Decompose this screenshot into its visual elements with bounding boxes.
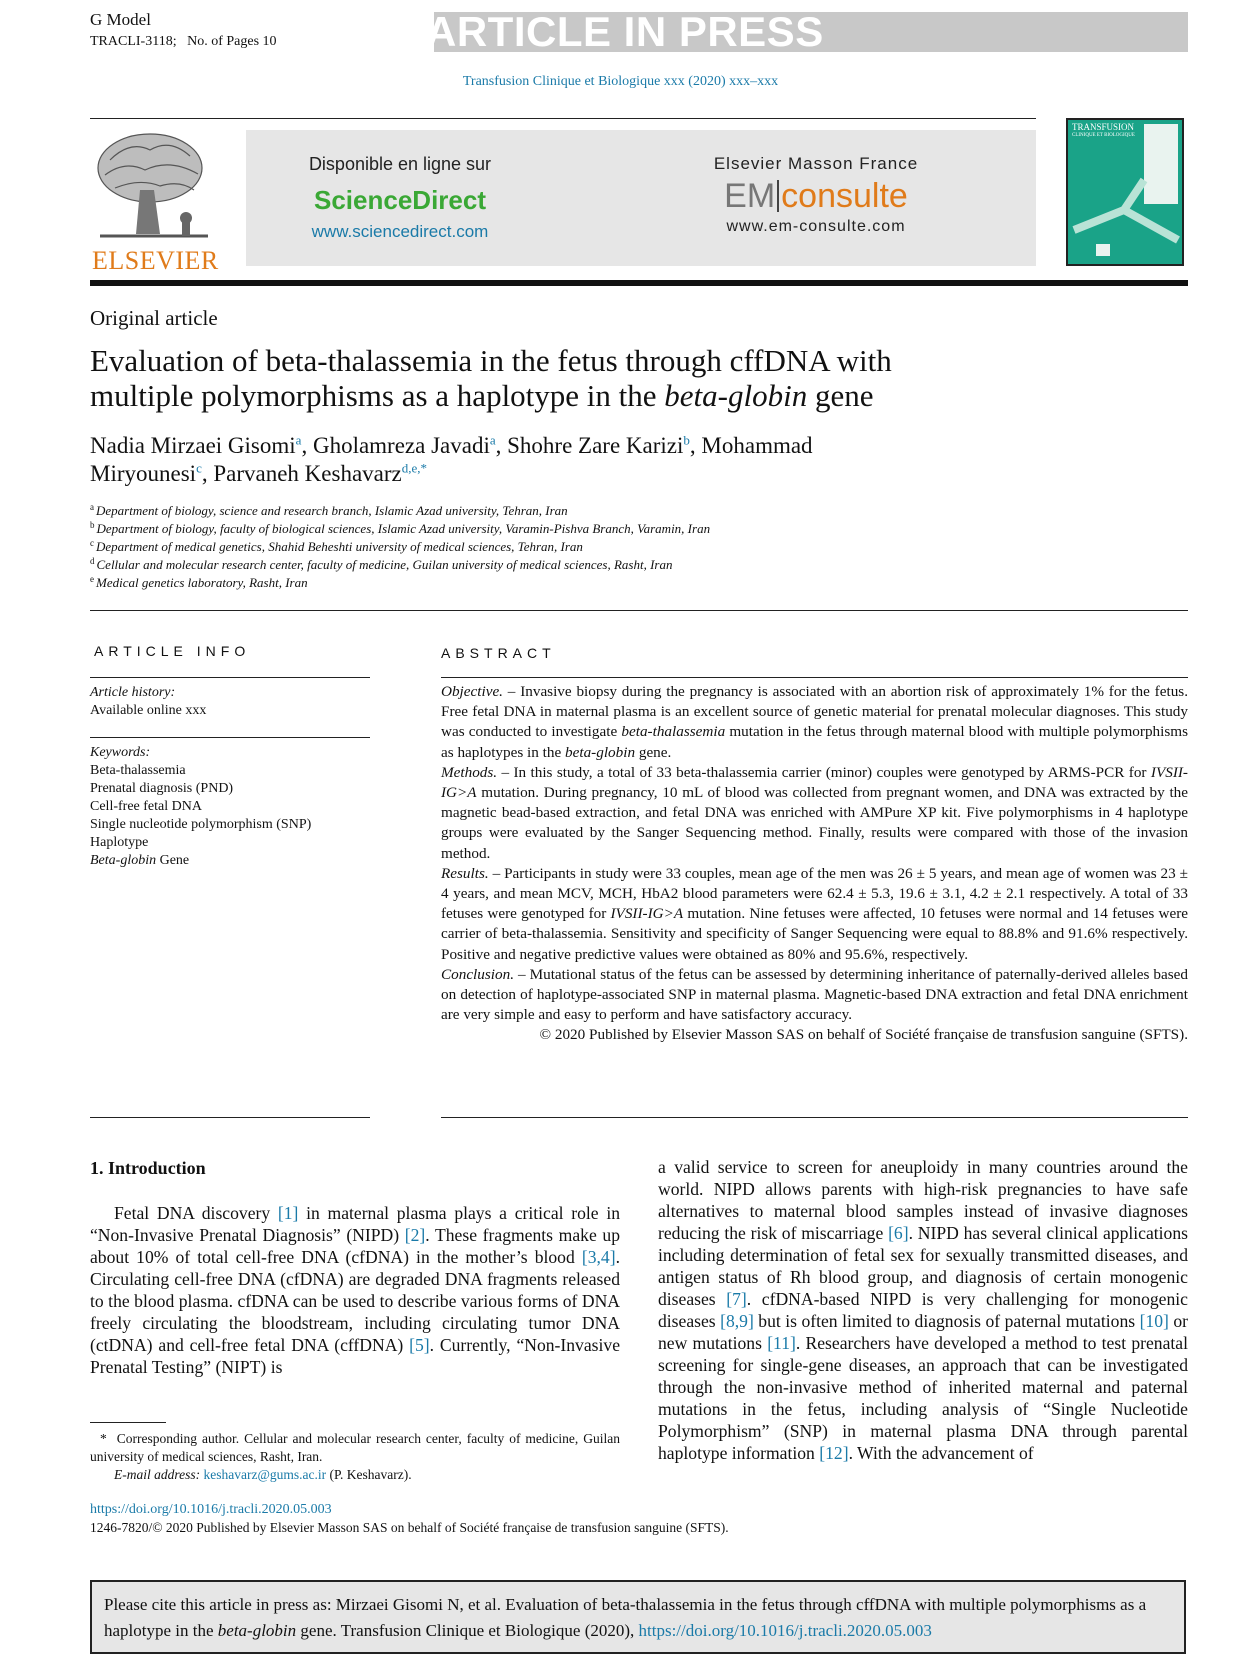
journal-cover-thumbnail[interactable] [1066, 118, 1184, 266]
article-title [90, 343, 1090, 413]
article-history [90, 684, 370, 720]
results-text: – Participants in study were 33 couples, mean age of the men was 26 ± 5 years, and mean age of women was 23 ± 4 years, and mean MCV, MCH, HbA2 blood parameters were 62.4 ± 5.3, 19.6 ± 3.1, 4.2 ± 2.1 respectively. A total of 33 fetuses were genotyped for [441, 864, 1188, 923]
methods-text: – In this study, a total of 33 beta-thalassemia carrier (minor) couples were genotyped by ARMS-PCR for [497, 763, 1151, 781]
history-label: Article history: [90, 685, 176, 700]
em-consulte-url[interactable]: www.em-consulte.com [726, 218, 906, 235]
results-text-2: mutation. Nine fetuses were affected, 10 fetuses were normal and 14 fetuses were carrier of beta-thalassemia. Sensitivity and specificity of Sanger Sequencing were equal to 88.8% and 91.6% respectively. Positive and negative predictive values were obtained as 80% and 95.6%, respectively. [441, 905, 1188, 963]
body-text: . Circulating cell-free DNA (cfDNA) are degraded DNA fragments released to the blood plasma. cfDNA can be used to describe various forms of DNA freely circulating the bloodstream, including circulating tumor DNA (ctDNA) and cell-free fetal DNA (cffDNA) [90, 1247, 620, 1355]
body-text: a valid service to screen for aneuploidy in many countries around the world. NIPD allows parents with high-risk pregnancies to have safe alternatives to maternal blood samples instead of invasive diagnoses reducing the risk of miscarriage [658, 1157, 1188, 1243]
intro-paragraph-continued [658, 1156, 1188, 1464]
reference-link[interactable]: [1] [277, 1203, 299, 1223]
reference-link[interactable]: [6] [888, 1223, 909, 1243]
article-in-press-text: ARTICLE IN PRESS [426, 8, 824, 55]
title-line-1: Evaluation of beta-thalassemia in the fetus through cffDNA with [90, 343, 892, 378]
intro-paragraph-1 [90, 1202, 620, 1378]
publisher-name: Elsevier Masson France [713, 154, 919, 173]
reference-link[interactable]: [12] [819, 1443, 849, 1463]
keywords-block [90, 744, 370, 870]
objective-text: – Invasive biopsy during the pregnancy is associated with an abortion risk of approximately 1% for the fetus. Free fetal DNA in maternal plasma is an excellent source of genetic material for prenatal molecular diagnoses. This study was conducted to investigate [441, 683, 1188, 741]
elsevier-wordmark: ELSEVIER [92, 246, 219, 275]
body-text: in maternal plasma plays a critical role in “Non-Invasive Prenatal Diagnosis” (NIPD) [90, 1203, 620, 1245]
affiliation-key: c [90, 537, 94, 548]
section-heading-introduction: 1. Introduction [90, 1158, 206, 1178]
affiliation-key: d [90, 555, 95, 566]
cover-title-line-2: CLINIQUE ET BIOLOGIQUE [1072, 133, 1135, 138]
reference-link[interactable]: [10] [1139, 1311, 1169, 1331]
affiliation-item [90, 520, 990, 538]
corresponding-text: Corresponding author. Cellular and molecular research center, faculty of medicine, Guilan university of medical sciences, Rasht, Iran. [90, 1431, 621, 1464]
keyword-gene-suffix: Gene [156, 853, 190, 868]
objective-term: beta-thalassemia [621, 723, 726, 741]
online-availability-banner [246, 130, 1036, 266]
cite-doi-link[interactable]: https://doi.org/10.1016/j.tracli.2020.05.003 [638, 1621, 932, 1640]
title-line-2 [90, 378, 1090, 413]
author-separator: , [301, 433, 313, 458]
body-text: . Currently, “Non-Invasive Prenatal Testing” (NIPT) is [90, 1335, 621, 1377]
sciencedirect-logo: ScienceDirect [314, 185, 486, 215]
available-online-label: Disponible en ligne sur [308, 154, 492, 174]
title-line-2-end: gene [807, 378, 874, 413]
title-line-2-text: multiple polymorphisms as a haplotype in the [90, 378, 665, 413]
methods-mutation: IVSII-IG>A [441, 763, 1188, 802]
g-model-label: G Model [90, 10, 151, 29]
affiliation-text: Cellular and molecular research center, faculty of medicine, Guilan university of medical sciences, Rasht, Iran [96, 557, 673, 572]
reference-link[interactable]: [8,9] [720, 1311, 754, 1331]
abstract-rule [441, 677, 1188, 678]
results-mutation: IVSII-IG>A [610, 905, 684, 923]
email-owner: (P. Keshavarz). [326, 1467, 412, 1482]
abstract-objective [441, 682, 1188, 763]
page-count: No. of Pages 10 [187, 34, 277, 49]
sciencedirect-block [250, 154, 550, 242]
abstract-heading: ABSTRACT [441, 645, 556, 661]
intro-left-column [90, 1202, 620, 1378]
affiliation-key: b [90, 519, 95, 530]
article-type: Original article [90, 306, 218, 330]
affiliation-item [90, 574, 990, 592]
objective-gene: beta-globin [565, 743, 636, 761]
author-separator: , [495, 433, 508, 458]
keyword-item [90, 852, 370, 870]
reference-link[interactable]: [2] [404, 1225, 426, 1245]
cite-prefix: Please cite this article in press as: Mirzaei Gisomi N, et al. Evaluation of beta-thalassemia in the fetus through cffDNA with multiple polymorphisms as a haplotype in the [104, 1595, 1147, 1640]
keywords-label: Keywords: [90, 745, 151, 760]
affiliation-key: e [90, 573, 94, 584]
affiliation-item [90, 538, 990, 556]
reference-link[interactable]: [7] [726, 1289, 747, 1309]
objective-label: Objective. [441, 683, 503, 700]
author-separator: , [201, 461, 214, 486]
body-text: . These fragments make up about 10% of total cell-free DNA (cfDNA) in the mother’s blood [90, 1225, 620, 1267]
conclusion-text: – Mutational status of the fetus can be assessed by determining inheritance of paternally-derived alleles based on detection of haplotype-associated SNP in maternal plasma. Magnetic-based DNA extraction and fetal DNA enrichment are very simple and easy to perform and have satisfactory accuracy. [441, 965, 1188, 1024]
author-line-1 [90, 432, 1090, 460]
methods-text-2: mutation. During pregnancy, 10 mL of blood was collected from pregnant women, and DNA was extracted by the magnetic bead-based extraction, and fetal DNA was enriched with AMPure XP kit. Five polymorphisms in 4 haplotype groups were evaluated by the Sanger Sequencing method. Finally, results were compared with those of the invasion method. [441, 784, 1188, 862]
body-text: or new mutations [658, 1311, 1188, 1353]
author-name[interactable]: Gholamreza Javadi [312, 433, 490, 458]
article-in-press-banner [426, 8, 1188, 55]
issn-copyright: 1246-7820/© 2020 Published by Elsevier Masson SAS on behalf of Société française de transfusion sanguine (SFTS). [90, 1520, 729, 1535]
objective-text-3: gene. [635, 743, 672, 761]
body-text: . With the advancement of [848, 1443, 1034, 1463]
author-affiliation-marker[interactable]: c [196, 460, 202, 476]
abstract-bottom-rule [441, 1117, 1188, 1118]
intro-right-column [658, 1156, 1188, 1464]
affiliation-list [90, 502, 990, 592]
author-affiliation-marker[interactable]: a [295, 432, 302, 448]
keyword-list [90, 762, 370, 852]
author-list [90, 432, 1090, 488]
article-info-bottom-rule [90, 1117, 370, 1118]
affiliation-text: Department of biology, faculty of biological sciences, Islamic Azad university, Varamin-Pishva Branch, Varamin, Iran [96, 521, 711, 536]
header-rule [90, 118, 1036, 119]
reference-link[interactable]: [11] [767, 1333, 796, 1353]
body-text: Fetal DNA discovery [114, 1203, 278, 1223]
email-link[interactable]: keshavarz@gums.ac.ir [203, 1467, 327, 1482]
logo-divider [777, 180, 779, 212]
footnote-rule [90, 1422, 166, 1423]
cover-title-line-1: TRANSFUSION [1072, 122, 1135, 132]
keyword-gene: Beta-globin [90, 853, 157, 868]
cite-gene: beta-globin [217, 1621, 297, 1640]
reference-link[interactable]: [3,4] [581, 1247, 616, 1267]
keyword-item: Cell-free fetal DNA [90, 799, 202, 814]
em-logo-part: EM [724, 177, 776, 215]
author-separator: , [689, 433, 702, 458]
results-label: Results. [441, 864, 489, 882]
reference-link[interactable]: [5] [409, 1335, 430, 1355]
email-label: E-mail address: [114, 1467, 201, 1482]
cover-graphic [1068, 120, 1182, 264]
abstract-body [441, 682, 1188, 1046]
body-text: . Researchers have developed a method to test prenatal screening for single-gene diseases, an approach that can be investigated through the non-invasive method of inherited maternal and paternal mutations in the fetus, including analysis of “Single Nucleotide Polymorphism” (SNP) in maternal plasma DNA through parental haplotype information [658, 1333, 1188, 1463]
affiliation-text: Department of biology, science and research branch, Islamic Azad university, Tehran, Iran [96, 503, 568, 518]
corresponding-note [90, 1430, 620, 1466]
affiliation-item [90, 556, 990, 574]
abstract-copyright: © 2020 Published by Elsevier Masson SAS on behalf of Société française de transfusion sanguine (SFTS). [539, 1026, 1188, 1044]
journal-citation-line[interactable]: Transfusion Clinique et Biologique xxx (2020) xxx–xxx [462, 74, 779, 89]
history-value: Available online xxx [90, 703, 207, 718]
author-affiliation-marker[interactable]: a [489, 432, 496, 448]
affiliation-key: a [90, 501, 94, 512]
corresponding-author-footnote [90, 1430, 620, 1484]
citation-box [90, 1580, 1186, 1654]
author-name[interactable]: Shohre Zare Karizi [507, 433, 684, 458]
keyword-item: Prenatal diagnosis (PND) [90, 781, 234, 796]
affiliation-text: Medical genetics laboratory, Rasht, Iran [96, 575, 308, 590]
em-consulte-logo [666, 178, 966, 214]
consulte-logo-part: consulte [781, 177, 908, 215]
affiliation-rule [90, 610, 1188, 611]
author-name[interactable]: Miryounesi [90, 461, 197, 486]
affiliation-text: Department of medical genetics, Shahid Beheshti university of medical sciences, Tehran, Iran [96, 539, 583, 554]
conclusion-label: Conclusion. [441, 965, 514, 983]
author-affiliation-marker[interactable]: b [683, 432, 690, 448]
abstract-conclusion [441, 965, 1188, 1026]
elsevier-tree-logo [90, 130, 216, 244]
objective-text-2: mutation in the fetus through maternal blood with multiple polymorphisms as haplotypes in the [441, 723, 1189, 761]
footnote-star: * [100, 1431, 107, 1446]
abstract-results [441, 864, 1188, 965]
methods-label: Methods. [441, 763, 498, 781]
article-info-rule-1 [90, 677, 370, 678]
tracli-id: TRACLI-3118; [90, 34, 177, 49]
author-name[interactable]: Nadia Mirzaei Gisomi [90, 433, 296, 458]
article-id [90, 34, 277, 50]
article-info-heading: ARTICLE INFO [94, 643, 251, 659]
email-line [90, 1466, 620, 1484]
keyword-item: Beta-thalassemia [90, 763, 186, 778]
doi-link[interactable]: https://doi.org/10.1016/j.tracli.2020.05.003 [90, 1502, 332, 1517]
author-line-2 [90, 460, 1090, 488]
body-text: but is often limited to diagnosis of paternal mutations [753, 1311, 1140, 1331]
em-consulte-block [666, 154, 966, 236]
author-affiliation-marker[interactable]: d,e,* [401, 460, 428, 476]
abstract-methods [441, 763, 1188, 864]
keyword-item: Haplotype [90, 835, 149, 850]
body-text: . NIPD has several clinical applications including determination of fetal sex for sexually transmitted diseases, and antigen status of Rh blood group, and diagnosis of certain monogenic diseases [658, 1223, 1188, 1309]
keyword-item: Single nucleotide polymorphism (SNP) [90, 817, 312, 832]
cite-suffix: gene. Transfusion Clinique et Biologique (2020), [296, 1621, 639, 1640]
article-info-rule-2 [90, 737, 370, 738]
author-name[interactable]: Mohammad [701, 433, 813, 458]
header-thick-rule [90, 280, 1188, 286]
title-gene-name: beta-globin [664, 378, 808, 413]
affiliation-item [90, 502, 990, 520]
sciencedirect-url[interactable]: www.sciencedirect.com [311, 222, 489, 241]
body-text: . cfDNA-based NIPD is very challenging for monogenic diseases [658, 1289, 1188, 1331]
author-name[interactable]: Parvaneh Keshavarz [213, 461, 402, 486]
